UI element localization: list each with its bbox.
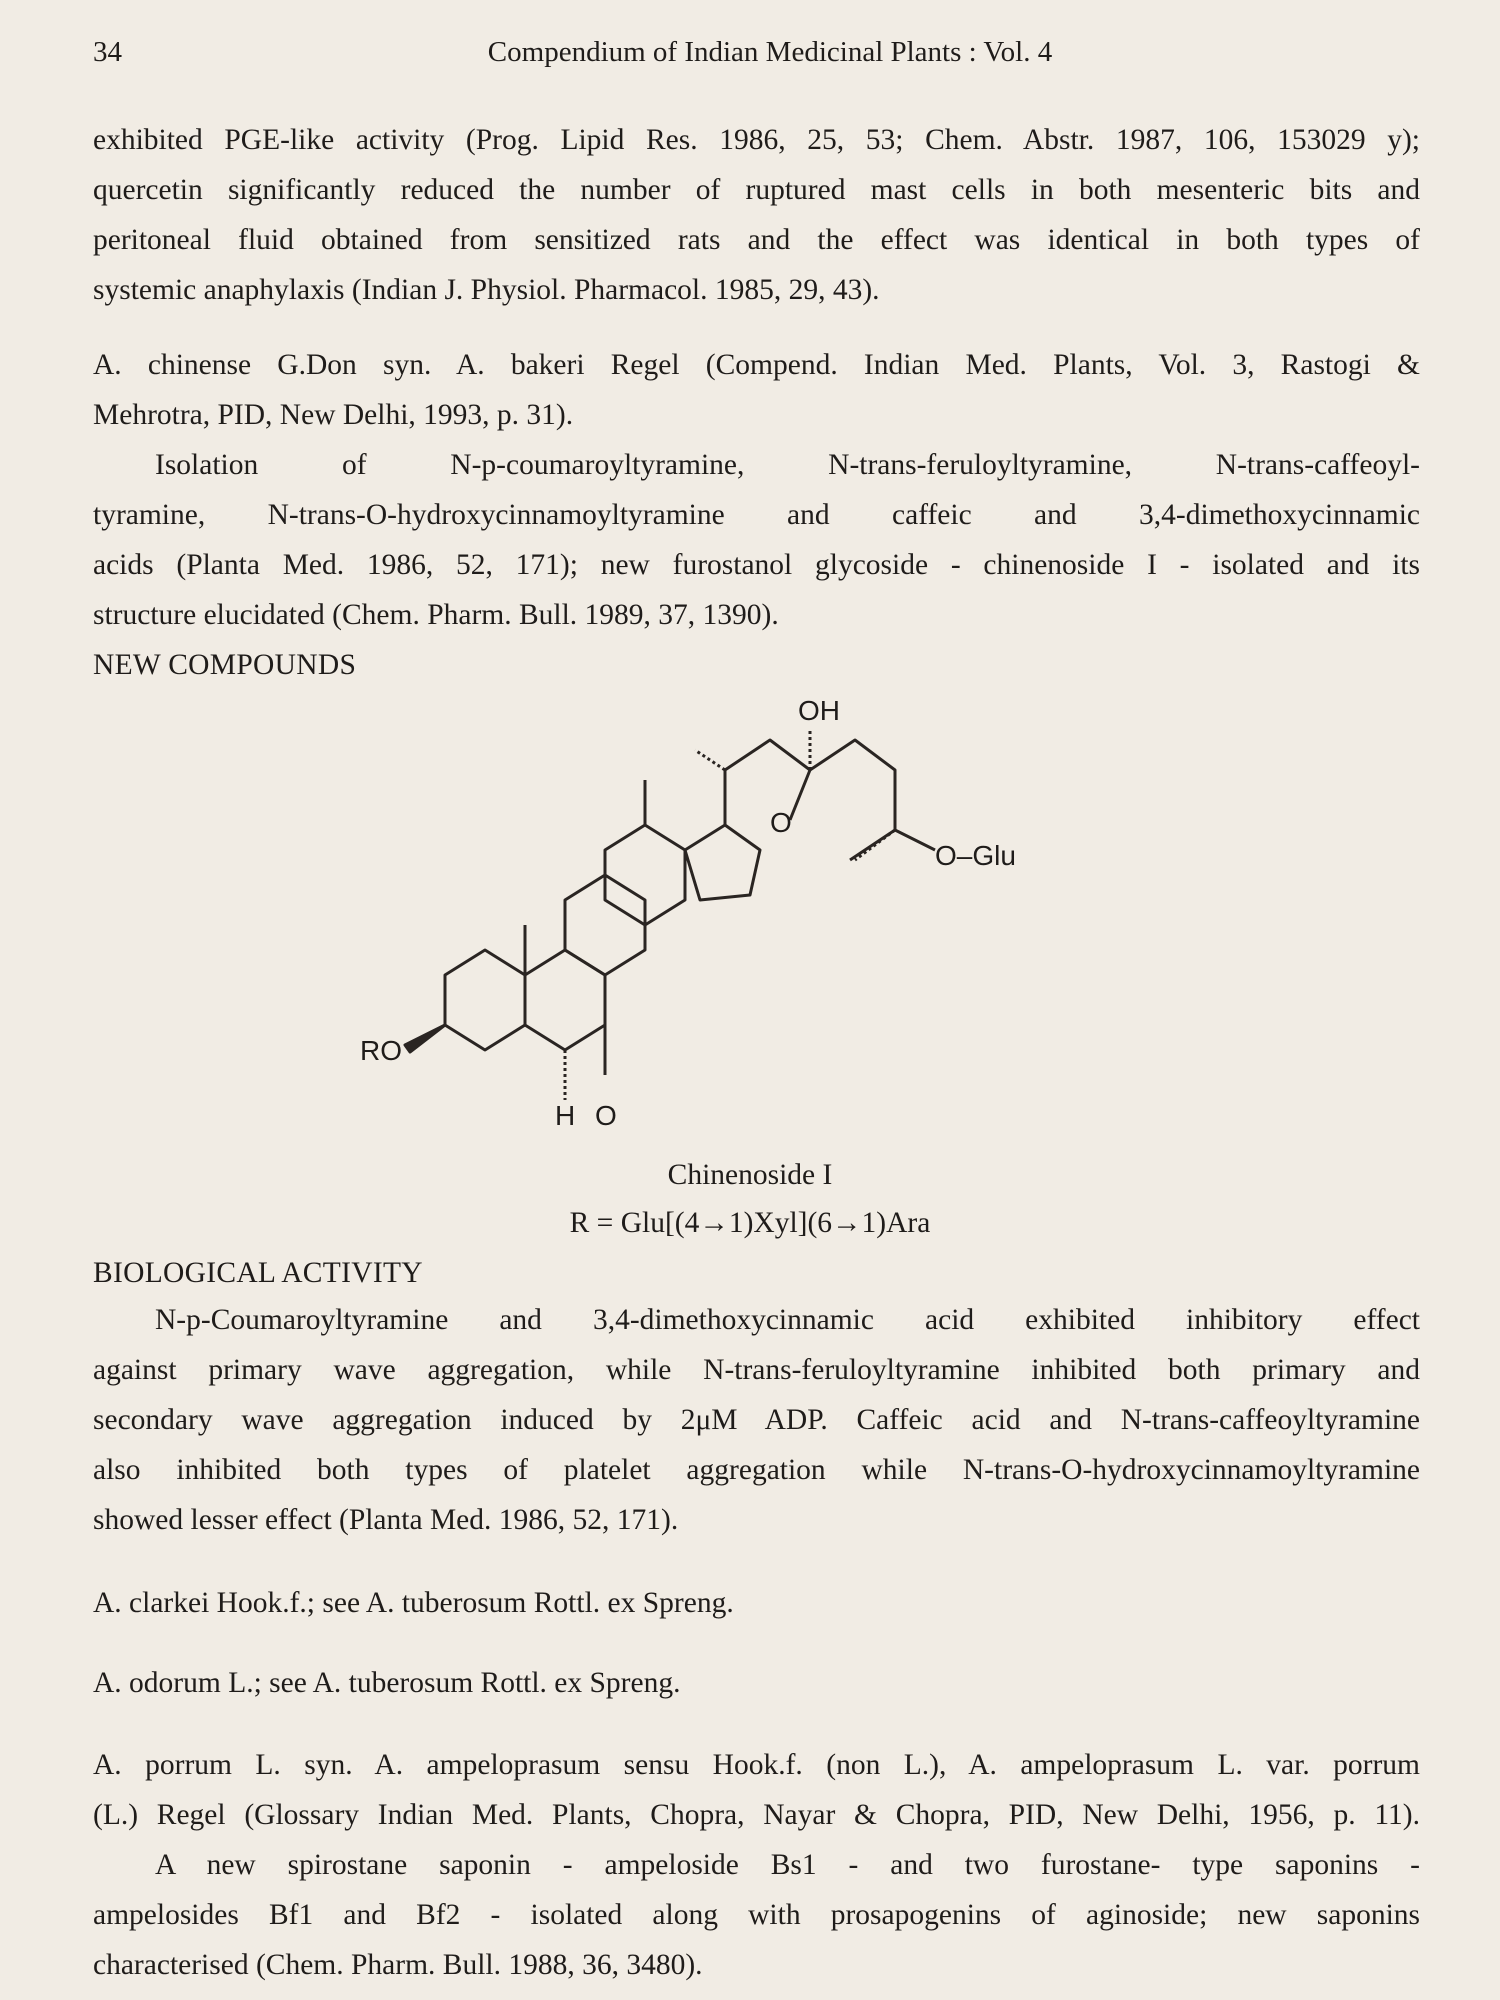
text-line: A. porrum L. syn. A. ampeloprasum sensu Hook.f. (non L.), A. ampeloprasum L. var. porrum <box>93 1749 1420 1781</box>
text-line: also inhibited both types of platelet aggregation while N-trans-O-hydroxycinnamoyltyramine <box>93 1454 1420 1486</box>
page-number: 34 <box>93 36 122 68</box>
o-glu-label: O–Glu <box>935 840 1016 871</box>
text-line: A. odorum L.; see A. tuberosum Rottl. ex Spreng. <box>93 1667 681 1699</box>
paragraph-quercetin <box>93 115 1420 315</box>
text-line: Mehrotra, PID, New Delhi, 1993, p. 31). <box>93 399 574 431</box>
compound-name: Chinenoside I <box>667 1159 833 1191</box>
methyl-27 <box>855 830 895 860</box>
ro-wedge <box>405 1025 445 1052</box>
running-header <box>93 36 1407 76</box>
h-label: H <box>555 1100 576 1131</box>
glu-chain <box>895 830 935 850</box>
section-heading-new-compounds: NEW COMPOUNDS <box>93 649 357 681</box>
text-line: A new spirostane saponin - ampeloside Bs1 - and two furostane- type saponins - <box>155 1849 1420 1881</box>
ring-e <box>725 740 810 825</box>
methyl-21 <box>695 750 725 770</box>
text-line: against primary wave aggregation, while N-trans-feruloyltyramine inhibited both primary and <box>93 1354 1420 1386</box>
running-title: Compendium of Indian Medicinal Plants : Vol. 4 <box>487 36 1053 68</box>
text-line: A. chinense G.Don syn. A. bakeri Regel (Compend. Indian Med. Plants, Vol. 3, Rastogi & <box>93 349 1420 381</box>
text-line: N-p-Coumaroyltyramine and 3,4-dimethoxycinnamic acid exhibited inhibitory effect <box>155 1304 1420 1336</box>
entry-a-clarkei <box>93 1578 1420 1628</box>
entry-a-porrum <box>93 1740 1420 1990</box>
text-line: structure elucidated (Chem. Pharm. Bull. 1989, 37, 1390). <box>93 599 779 631</box>
oh-label: OH <box>798 695 840 726</box>
text-line: secondary wave aggregation induced by 2μM ADP. Caffeic acid and N-trans-caffeoyltyramine <box>93 1404 1420 1436</box>
compound-formula: R = Glu[(4→1)Xyl](6→1)Ara <box>569 1207 931 1239</box>
text-line: characterised (Chem. Pharm. Bull. 1988, 36, 3480). <box>93 1949 703 1981</box>
chinenoside-structure <box>360 695 1230 1131</box>
text-line: ampelosides Bf1 and Bf2 - isolated along with prosapogenins of aginoside; new saponins <box>93 1899 1420 1931</box>
text-line: Isolation of N-p-coumaroyltyramine, N-trans-feruloyltyramine, N-trans-caffeoyl- <box>155 449 1420 481</box>
keto-o-label: O <box>595 1100 617 1131</box>
text-line: peritoneal fluid obtained from sensitized rats and the effect was identical in both types of <box>93 224 1420 256</box>
text-line: exhibited PGE-like activity (Prog. Lipid Res. 1986, 25, 53; Chem. Abstr. 1987, 106, 153029 y); <box>93 124 1420 156</box>
text-line: quercetin significantly reduced the number of ruptured mast cells in both mesenteric bits and <box>93 174 1420 206</box>
ring-b <box>525 950 605 1050</box>
text-line: acids (Planta Med. 1986, 52, 171); new furostanol glycoside - chinenoside I - isolated and its <box>93 549 1420 581</box>
side-chain <box>810 740 895 860</box>
ring-o-label: O <box>770 807 792 838</box>
text-line: showed lesser effect (Planta Med. 1986, 52, 171). <box>93 1504 679 1536</box>
text-line: tyramine, N-trans-O-hydroxycinnamoyltyramine and caffeic and 3,4-dimethoxycinnamic <box>93 499 1420 531</box>
paragraph-biological-activity <box>93 1295 1420 1545</box>
text-line: systemic anaphylaxis (Indian J. Physiol. Pharmacol. 1985, 29, 43). <box>93 274 880 306</box>
entry-a-chinense <box>93 340 1420 640</box>
ring-d <box>685 825 760 900</box>
ro-label: RO <box>360 1035 402 1066</box>
text-line: A. clarkei Hook.f.; see A. tuberosum Rottl. ex Spreng. <box>93 1587 734 1619</box>
text-line: (L.) Regel (Glossary Indian Med. Plants, Chopra, Nayar & Chopra, PID, New Delhi, 1956, p. 11). <box>93 1799 1420 1831</box>
ring-a <box>445 950 525 1050</box>
entry-a-odorum <box>93 1658 1420 1708</box>
section-heading-biological-activity: BIOLOGICAL ACTIVITY <box>93 1257 423 1289</box>
